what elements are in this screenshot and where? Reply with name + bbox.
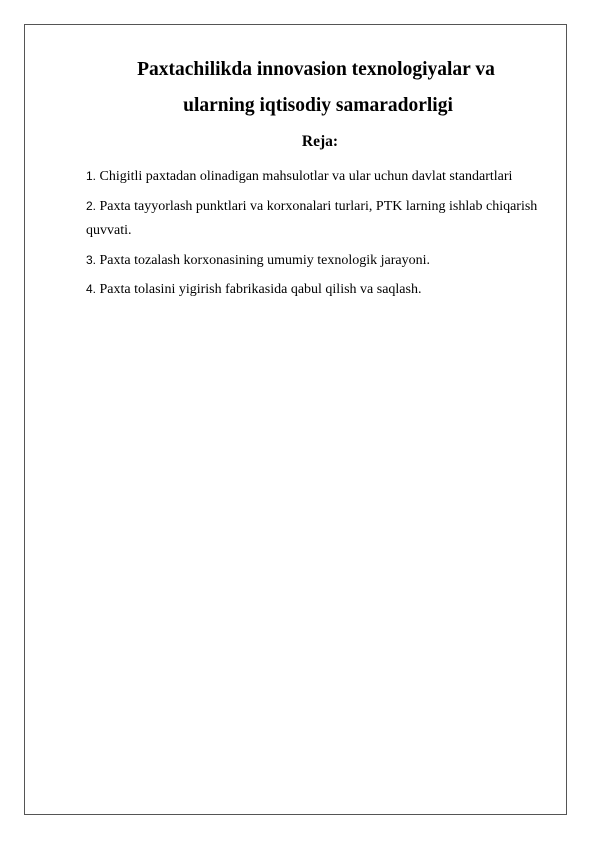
plan-item-2 xyxy=(86,194,546,244)
plan-item-text: Paxta tayyorlash punktlari va korxonalari turlari, PTK larning ishlab chiqarish quvvati. xyxy=(86,198,538,238)
plan-item-text: Paxta tolasini yigirish fabrikasida qabul qilish va saqlash. xyxy=(99,282,422,297)
plan-item-number: 2. xyxy=(86,198,97,213)
plan-item-number: 3. xyxy=(86,252,97,267)
document-title-line-1: Paxtachilikda innovasion texnologiyalar va xyxy=(137,59,495,80)
plan-item-3 xyxy=(86,248,546,274)
document-title-line-2: ularning iqtisodiy samaradorligi xyxy=(183,95,453,116)
plan-item-text: Chigitli paxtadan olinadigan mahsulotlar va ular uchun davlat standartlari xyxy=(99,169,513,184)
plan-list xyxy=(86,164,546,307)
plan-item-1 xyxy=(86,164,546,190)
plan-item-number: 1. xyxy=(86,169,97,183)
plan-heading: Reja: xyxy=(301,133,339,150)
plan-item-text: Paxta tozalash korxonasining umumiy texnologik jarayoni. xyxy=(99,252,431,268)
plan-item-4 xyxy=(86,277,546,303)
plan-item-number: 4. xyxy=(86,282,97,296)
